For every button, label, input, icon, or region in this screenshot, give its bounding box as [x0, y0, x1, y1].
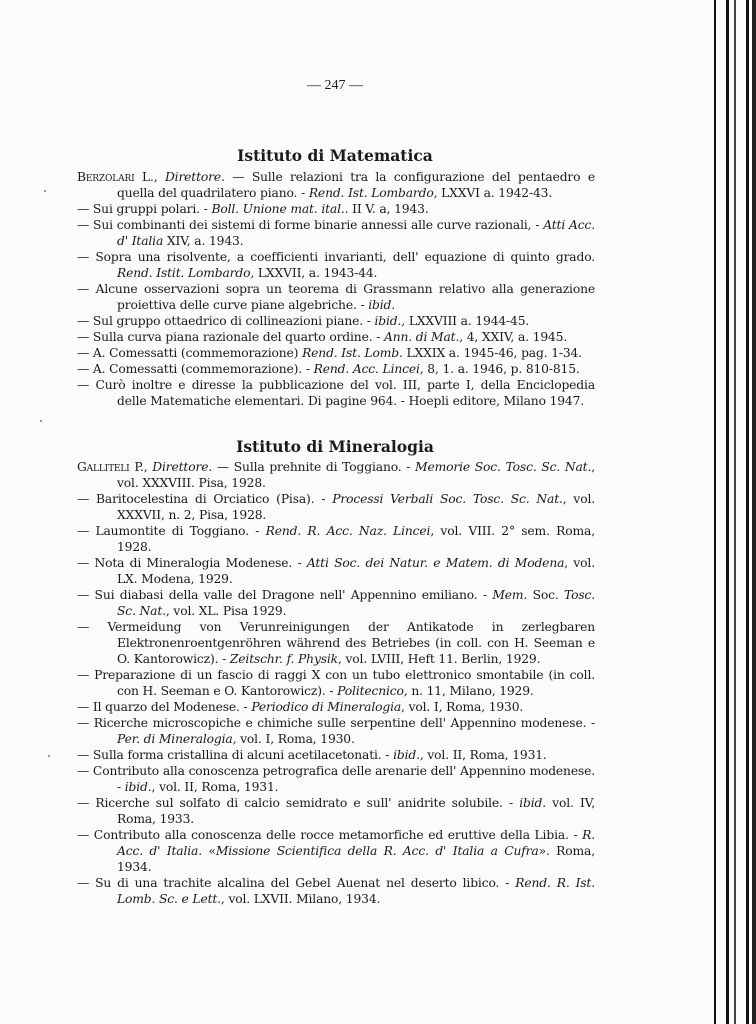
entry-text: — Contributo alla conoscenza petrografica delle arenarie dell' Appennino modenese. -	[77, 764, 595, 794]
entry-text: Soc.	[527, 588, 564, 602]
bibliography-entry	[77, 555, 595, 587]
bibliography-entry	[77, 795, 595, 827]
bibliography-entry	[77, 763, 595, 795]
entry-text: — Nota di Mineralogia Modenese. -	[77, 556, 307, 570]
entry-text: — Sulla forma cristallina di alcuni acetilacetonati. -	[77, 748, 394, 762]
section-heading-mineralogia: Istituto di Mineralogia	[236, 436, 434, 456]
citation-italic-text: ibid.	[393, 748, 420, 762]
entry-text: — Preparazione di un fascio di raggi X con un tubo elettronico smontabile (in coll. con H. Seeman e O. Kantorowicz). -	[77, 668, 595, 698]
author-name: Galliteli	[77, 460, 130, 474]
bibliography-entry	[77, 667, 595, 699]
citation-italic-text: Direttore.	[164, 170, 225, 184]
entry-text: LXXVII, a. 1943-44.	[254, 266, 378, 280]
entry-text: L.,	[134, 170, 165, 184]
entry-text: , 4, XXIV, a. 1945.	[459, 330, 568, 344]
citation-italic-text: ibid.	[374, 314, 402, 328]
entry-text: — A. Comessatti (commemorazione). -	[77, 362, 314, 376]
page-number: — 247 —	[307, 78, 363, 93]
entry-text: — Vermeidung von Verunreinigungen der Antikatode in zerlegbaren Elektronenroentgenröhren während des Betriebes (in coll. con H. Seeman e O. Kantorowicz). -	[77, 620, 595, 666]
entry-text: , vol. LVIII, Heft 11. Berlin, 1929.	[337, 652, 541, 666]
entry-text: P.,	[129, 460, 153, 474]
bibliography-entry	[77, 619, 595, 667]
entry-text: , vol. XXXVIII. Pisa, 1928.	[117, 460, 595, 490]
entry-text: vol. IV, Roma, 1933.	[117, 796, 595, 826]
bibliography-entry	[77, 345, 595, 361]
bibliography-entry	[77, 329, 595, 345]
bibliography-entry	[77, 361, 595, 377]
entry-text: — A. Comessatti (commemorazione)	[77, 346, 303, 360]
entry-text: — Su di una trachite alcalina del Gebel Auenat nel deserto libico. -	[77, 876, 516, 890]
citation-italic-text: Per. di Mineralogia,	[117, 732, 237, 746]
citation-italic-text: Rend. Acc. Lincei,	[313, 362, 424, 376]
entry-text: vol. I, Roma, 1930.	[236, 732, 355, 746]
entry-text: — Sulla curva piana razionale del quarto ordine. -	[77, 330, 384, 344]
citation-italic-text: Rend. Ist. Lombardo,	[308, 186, 438, 200]
entry-text: — Sul gruppo ottaedrico di collineazioni piane. -	[77, 314, 375, 328]
entry-text: , vol. II, Roma, 1931.	[419, 748, 547, 762]
entry-text: LXXVI a. 1942-43.	[437, 186, 553, 200]
bibliography-entry	[77, 217, 595, 249]
entry-text: , n. 11, Milano, 1929.	[403, 684, 534, 698]
citation-italic-text: Zeitschr. f. Physik	[229, 652, 338, 666]
citation-italic-text: ibid.	[124, 780, 152, 794]
bibliography-list-mineralogia	[77, 459, 595, 907]
bibliography-entry	[77, 587, 595, 619]
entry-text: — Ricerche sul solfato di calcio semidrato e sull' anidrite solubile. -	[77, 796, 520, 810]
entry-text: — Sui diabasi della valle del Dragone nell' Appennino emiliano. -	[77, 588, 493, 602]
entry-text: — Baritocelestina di Orciatico (Pisa). -	[77, 492, 333, 506]
bibliography-entry	[77, 715, 595, 747]
citation-italic-text: Processi Verbali Soc. Tosc. Sc. Nat.	[332, 492, 563, 506]
entry-text: — Curò inoltre e diresse la pubblicazione del vol. III, parte I, della Enciclopedia delle Matematiche elementari. Di pagine 964. - Hoepli editore, Milano 1947.	[77, 378, 595, 408]
bibliography-list-matematica	[77, 169, 595, 409]
bibliography-entry	[77, 875, 595, 907]
entry-text: XIV, a. 1943.	[163, 234, 244, 248]
bibliography-entry	[77, 377, 595, 409]
citation-italic-text: Rend. Istit. Lombardo,	[117, 266, 255, 280]
entry-text: — Ricerche microscopiche e chimiche sulle serpentine dell' Appennino modenese. -	[77, 716, 595, 730]
bibliography-entry	[77, 313, 595, 329]
citation-italic-text: Mem.	[492, 588, 528, 602]
entry-text: . II V. a, 1943.	[344, 202, 429, 216]
entry-text: — Sulle relazioni tra la configurazione del pentaedro e quella del quadrilatero piano. -	[117, 170, 595, 200]
book-binding-edge	[712, 0, 756, 1024]
entry-text: ». Roma, 1934.	[117, 844, 595, 874]
entry-text: — Alcune osservazioni sopra un teorema di Grassmann relativo alla generazione proiettiva delle curve piane algebriche. -	[77, 282, 595, 312]
section-heading-matematica: Istituto di Matematica	[237, 145, 433, 165]
bibliography-entry	[77, 747, 595, 763]
citation-italic-text: Missione Scientifica della R. Acc. d' Italia a Cufra	[215, 844, 539, 858]
citation-italic-text: Atti Soc. dei Natur. e Matem. di Modena	[306, 556, 565, 570]
citation-italic-text: ibid.	[519, 796, 546, 810]
entry-text: — Il quarzo del Modenese. -	[77, 700, 252, 714]
bibliography-entry	[77, 827, 595, 875]
bibliography-entry	[77, 523, 595, 555]
entry-text: 8, 1. a. 1946, p. 810-815.	[423, 362, 580, 376]
entry-text: , vol. LX. Modena, 1929.	[117, 556, 595, 586]
entry-text: — Sui combinanti dei sistemi di forme binarie annessi alle curve razionali, -	[77, 218, 544, 232]
bibliography-entry	[77, 491, 595, 523]
entry-text: «	[202, 844, 216, 858]
bibliography-entry	[77, 249, 595, 281]
entry-text: , LXXVIII a. 1944-45.	[401, 314, 530, 328]
entry-text: — Sui gruppi polari. -	[77, 202, 212, 216]
bibliography-entry	[77, 169, 595, 201]
entry-text: , vol. I, Roma, 1930.	[401, 700, 524, 714]
scan-speck	[44, 190, 46, 192]
author-name: Berzolari	[77, 170, 135, 184]
entry-text: , vol. VIII. 2° sem. Roma, 1928.	[117, 524, 595, 554]
entry-text: , vol. LXVII. Milano, 1934.	[220, 892, 381, 906]
citation-italic-text: Memorie Soc. Tosc. Sc. Nat.	[415, 460, 592, 474]
entry-text: , vol. XL. Pisa 1929.	[165, 604, 287, 618]
scan-speck	[48, 755, 50, 757]
entry-text: — Sulla prehnite di Toggiano. -	[212, 460, 416, 474]
citation-italic-text: Atti Acc. d' Italia	[117, 218, 595, 248]
citation-italic-text: Rend. R. Ist. Lomb. Sc. e Lett.	[117, 876, 595, 906]
bibliography-entry	[77, 459, 595, 491]
citation-italic-text: Rend. R. Acc. Naz. Lincei	[265, 524, 431, 538]
bibliography-entry	[77, 699, 595, 715]
citation-italic-text: Ann. di Mat.	[383, 330, 460, 344]
bibliography-entry	[77, 201, 595, 217]
scan-speck	[40, 420, 42, 422]
entry-text: , vol. II, Roma, 1931.	[151, 780, 279, 794]
citation-italic-text: Direttore.	[152, 460, 213, 474]
entry-text: — Sopra una risolvente, a coefficienti invarianti, dell' equazione di quinto grado.	[77, 250, 595, 264]
entry-text: , vol. XXXVII, n. 2, Pisa, 1928.	[117, 492, 595, 522]
entry-text: — Laumontite di Toggiano. -	[77, 524, 266, 538]
citation-italic-text: R. Acc. d' Italia.	[117, 828, 595, 858]
citation-italic-text: Periodico di Mineralogia	[251, 700, 402, 714]
bibliography-entry	[77, 281, 595, 313]
citation-italic-text: Tosc. Sc. Nat.	[117, 588, 596, 618]
citation-italic-text: Boll. Unione mat. ital.	[211, 202, 345, 216]
entry-text: — Contributo alla conoscenza delle rocce metamorfiche ed eruttive della Libia. -	[77, 828, 583, 842]
citation-italic-text: ibid.	[368, 298, 396, 312]
citation-italic-text: Rend. Ist. Lomb.	[302, 346, 403, 360]
entry-text: LXXIX a. 1945-46, pag. 1-34.	[402, 346, 582, 360]
citation-italic-text: Politecnico	[337, 684, 404, 698]
